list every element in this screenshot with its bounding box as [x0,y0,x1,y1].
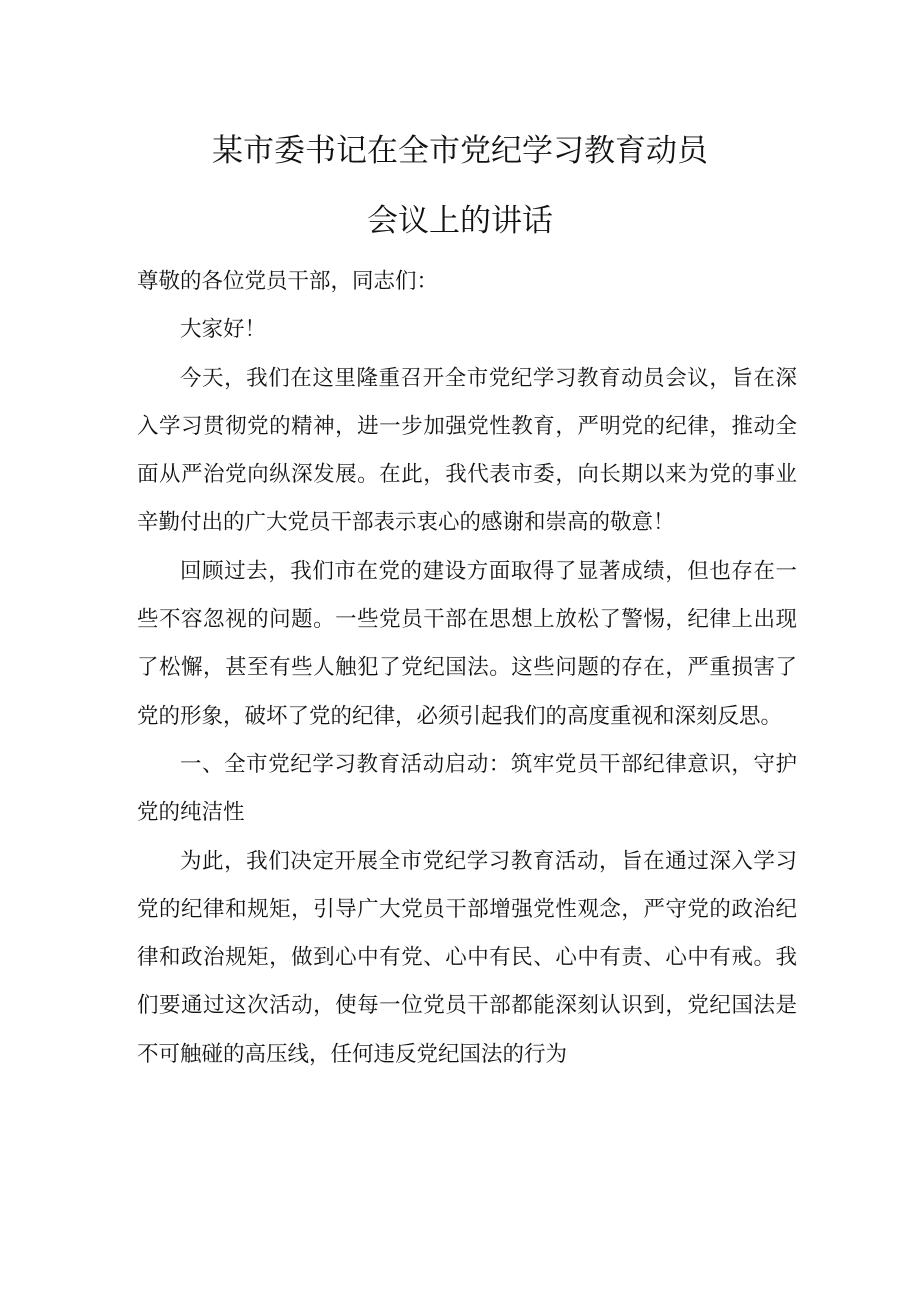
document-title-line-1: 某市委书记在全市党纪学习教育动员 [212,133,708,169]
greeting: 大家好！ [180,317,267,343]
document-title-line-2: 会议上的讲话 [367,203,553,239]
paragraph-activity: 为此，我们决定开展全市党纪学习教育活动，旨在通过深入学习党的纪律和规矩，引导广大党员干部增强党性观念，严守党的政治纪律和政治规矩，做到心中有党、心中有民、心中有责、心中有戒。我们要通过这次活动，使每一位党员干部都能深刻认识到，党纪国法是不可触碰的高压线，任何违反党纪国法的行为 [137,848,797,1067]
paragraph-review: 回顾过去，我们市在党的建设方面取得了显著成绩，但也存在一些不容忽视的问题。一些党员干部在思想上放松了警惕，纪律上出现了松懈，甚至有些人触犯了党纪国法。这些问题的存在，严重损害了党的形象，破坏了党的纪律，必须引起我们的高度重视和深刻反思。 [137,558,797,729]
document-body [137,258,797,1079]
section-heading-1: 一、全市党纪学习教育活动启动：筑牢党员干部纪律意识，守护党的纯洁性 [137,751,797,826]
salutation: 尊敬的各位党员干部，同志们： [137,269,439,294]
paragraph-opening: 今天，我们在这里隆重召开全市党纪学习教育动员会议，旨在深入学习贯彻党的精神，进一步加强党性教育，严明党的纪律，推动全面从严治党向纵深发展。在此，我代表市委，向长期以来为党的事业辛勤付出的广大党员干部表示衷心的感谢和崇高的敬意！ [137,365,797,536]
